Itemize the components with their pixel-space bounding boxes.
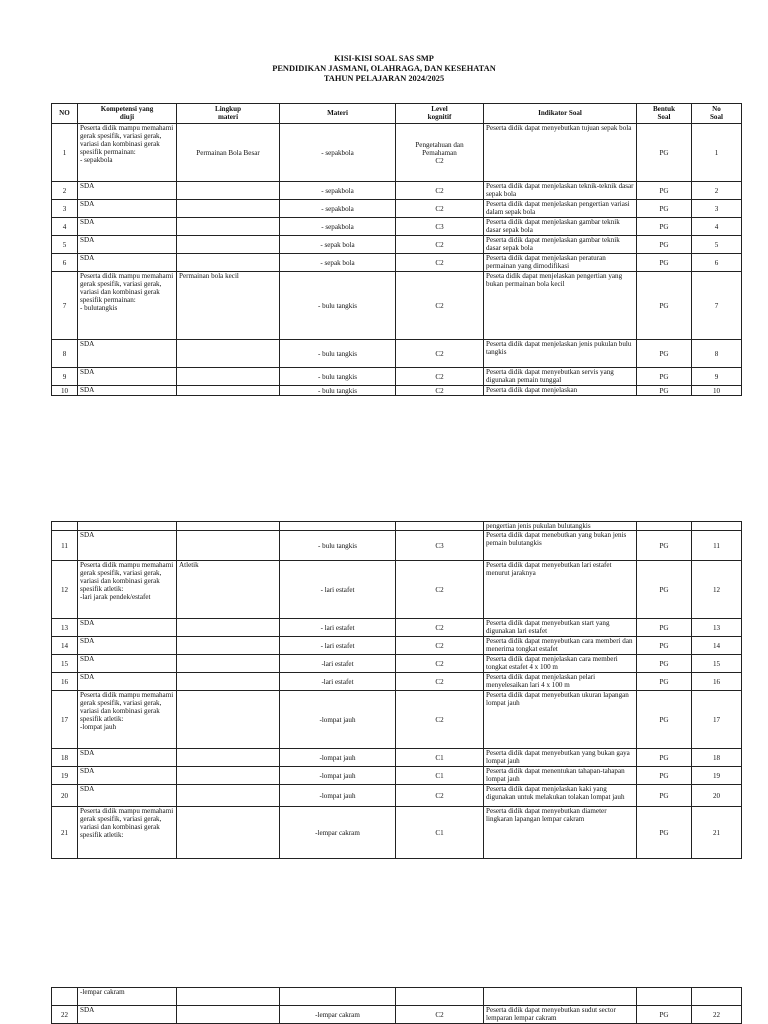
cell-no-soal: 5 — [692, 236, 742, 254]
cell-materi: - sepakbola — [280, 200, 396, 218]
cell-lingkup — [177, 182, 280, 200]
cell-indikator: Peserta didik dapat menyebutkan cara memberi dan menerima tongkat estafet — [484, 637, 637, 655]
cell-no-soal: 4 — [692, 218, 742, 236]
cell-bentuk: PG — [637, 254, 692, 272]
header-kompetensi: Kompetensi yang diuji — [78, 104, 177, 124]
cell-no: 18 — [52, 749, 78, 767]
cell-no: 12 — [52, 561, 78, 619]
kisi-kisi-table-page-3 — [51, 987, 742, 1024]
header-no: NO — [52, 104, 78, 124]
header-no-soal: No Soal — [692, 104, 742, 124]
cell-no: 22 — [52, 1006, 78, 1024]
cell-no-soal: 10 — [692, 386, 742, 396]
cell-kompetensi: SDA — [78, 619, 177, 637]
cell-lingkup: Permainan Bola Besar — [177, 124, 280, 182]
cell-level: C2 — [396, 655, 484, 673]
cell-lingkup: Atletik — [177, 561, 280, 619]
cell-indikator: Peserta didik dapat menjelaskan kaki yang digunakan untuk melakukan tolakan lompat jauh — [484, 785, 637, 807]
cell-lingkup — [177, 254, 280, 272]
cell-level: C3 — [396, 531, 484, 561]
cell-materi: -lompat jauh — [280, 691, 396, 749]
table-row — [52, 655, 742, 673]
cell-materi: - sepak bola — [280, 254, 396, 272]
cell-no-soal: 14 — [692, 637, 742, 655]
cell-bentuk: PG — [637, 182, 692, 200]
cell-bentuk: PG — [637, 368, 692, 386]
cell-indikator: Peserta didik dapat menebutkan yang bukan jenis pemain bulutangkis — [484, 531, 637, 561]
cell-lingkup — [177, 218, 280, 236]
cell-kompetensi: SDA — [78, 182, 177, 200]
cell-lingkup — [177, 807, 280, 859]
cell-materi: - lari estafet — [280, 619, 396, 637]
table-row — [52, 124, 742, 182]
cell-bentuk: PG — [637, 785, 692, 807]
cell-indikator: Peserta didik dapat menyebutkan tujuan sepak bola — [484, 124, 637, 182]
cell-no-soal: 7 — [692, 272, 742, 340]
cell-bentuk: PG — [637, 386, 692, 396]
header-bentuk: Bentuk Soal — [637, 104, 692, 124]
cell-bentuk: PG — [637, 691, 692, 749]
cell-level: C1 — [396, 767, 484, 785]
cell-materi: - sepakbola — [280, 218, 396, 236]
document-title — [0, 54, 768, 83]
cell-materi: - sepak bola — [280, 236, 396, 254]
cell-bentuk: PG — [637, 637, 692, 655]
cell-kompetensi: SDA — [78, 767, 177, 785]
cell-lingkup — [177, 785, 280, 807]
cell-level: C1 — [396, 807, 484, 859]
cell-materi: - bulu tangkis — [280, 272, 396, 340]
cell-indikator: Peseta didik dapat menjelaskan pengertian yang bukan permainan bola kecil — [484, 272, 637, 340]
table-row — [52, 340, 742, 368]
table-row — [52, 1006, 742, 1024]
cell-no-soal: 8 — [692, 340, 742, 368]
cell-indikator: Peserta didik dapat menjelaskan teknik-teknik dasar sepak bola — [484, 182, 637, 200]
cell-level: C2 — [396, 561, 484, 619]
cell-materi: - bulu tangkis — [280, 340, 396, 368]
cell-no: 14 — [52, 637, 78, 655]
cell-indikator: Peserta didik dapat menjelaskan pengertian variasi dalam sepak bola — [484, 200, 637, 218]
cell-kompetensi: Peserta didik mampu memahami gerak spesifik, variasi gerak, variasi dan kombinasi gerak spesifik permainan: - bulutangkis — [78, 272, 177, 340]
table-row-continuation — [52, 522, 742, 531]
cell-lingkup — [177, 236, 280, 254]
cell-kompetensi: Peserta didik mampu memahami gerak spesifik, variasi gerak, variasi dan kombinasi gerak spesifik atletik: -lompat jauh — [78, 691, 177, 749]
cell-lingkup — [177, 619, 280, 637]
cell-level: Pengetahuan dan Pemahaman C2 — [396, 124, 484, 182]
cell-no-soal: 21 — [692, 807, 742, 859]
cell-materi: - sepakbola — [280, 182, 396, 200]
cell-no: 9 — [52, 368, 78, 386]
cell-no-soal: 3 — [692, 200, 742, 218]
cell-materi: -lari estafet — [280, 673, 396, 691]
cell-materi: -lompat jauh — [280, 749, 396, 767]
cell-kompetensi: Peserta didik mampu memahami gerak spesifik, variasi gerak, variasi dan kombinasi gerak spesifik atletik: -lari jarak pendek/estafet — [78, 561, 177, 619]
cell-lingkup — [177, 531, 280, 561]
cell-kompetensi: SDA — [78, 386, 177, 396]
cell-materi: - bulu tangkis — [280, 368, 396, 386]
cell-bentuk: PG — [637, 124, 692, 182]
cell-no: 13 — [52, 619, 78, 637]
cell-kompetensi: SDA — [78, 749, 177, 767]
cell-lingkup — [177, 691, 280, 749]
cell-indikator: Peserta didik dapat menyebutkan sudut sector lemparan lempar cakram — [484, 1006, 637, 1024]
cell-indikator: Peserta didik dapat menentukan tahapan-tahapan lompat jauh — [484, 767, 637, 785]
kisi-kisi-table-page-1 — [51, 103, 742, 396]
cell-level: C2 — [396, 619, 484, 637]
cell-lingkup — [177, 655, 280, 673]
table-row — [52, 200, 742, 218]
cell-no: 19 — [52, 767, 78, 785]
cell-kompetensi: SDA — [78, 340, 177, 368]
cell-kompetensi: SDA — [78, 655, 177, 673]
table-row — [52, 619, 742, 637]
cell-materi: - sepakbola — [280, 124, 396, 182]
table-row — [52, 767, 742, 785]
cell-materi: -lempar cakram — [280, 1006, 396, 1024]
cell-no: 6 — [52, 254, 78, 272]
cell-lingkup — [177, 200, 280, 218]
cell-no-soal: 11 — [692, 531, 742, 561]
cell-level: C2 — [396, 236, 484, 254]
cell-no-soal: 17 — [692, 691, 742, 749]
cell-no: 11 — [52, 531, 78, 561]
cell-no-soal: 15 — [692, 655, 742, 673]
title-line-2: PENDIDIKAN JASMANI, OLAHRAGA, DAN KESEHATAN — [272, 63, 496, 73]
cell-no-soal: 6 — [692, 254, 742, 272]
table-row — [52, 218, 742, 236]
cell-indikator: Peserta didik dapat menjelaskan pelari menyelesaikan lari 4 x 100 m — [484, 673, 637, 691]
cell-bentuk: PG — [637, 749, 692, 767]
cell-lingkup — [177, 1006, 280, 1024]
table-body-page-2 — [52, 522, 742, 859]
cell-no-soal: 18 — [692, 749, 742, 767]
table-row — [52, 236, 742, 254]
cell-kompetensi: SDA — [78, 673, 177, 691]
cell-no: 21 — [52, 807, 78, 859]
cell-level: C2 — [396, 386, 484, 396]
cell-bentuk: PG — [637, 340, 692, 368]
cell-bentuk: PG — [637, 531, 692, 561]
cell-bentuk: PG — [637, 767, 692, 785]
table-row — [52, 254, 742, 272]
table-row — [52, 182, 742, 200]
cell-materi: - lari estafet — [280, 637, 396, 655]
table-row — [52, 637, 742, 655]
cell-lingkup — [177, 340, 280, 368]
cell-indikator: Peserta didik dapat menjelaskan gambar teknik dasar sepak bola — [484, 218, 637, 236]
cell-no-soal: 9 — [692, 368, 742, 386]
cell-bentuk: PG — [637, 1006, 692, 1024]
cell-no: 20 — [52, 785, 78, 807]
table-row — [52, 272, 742, 340]
cell-indikator: Peserta didik dapat menjelaskan jenis pukulan bulu tangkis — [484, 340, 637, 368]
cell-no-soal: 13 — [692, 619, 742, 637]
table-row — [52, 531, 742, 561]
header-lingkup: Lingkup materi — [177, 104, 280, 124]
cell-no: 8 — [52, 340, 78, 368]
cell-kompetensi: SDA — [78, 637, 177, 655]
cell-materi: - lari estafet — [280, 561, 396, 619]
table-row — [52, 386, 742, 396]
cell-kompetensi: SDA — [78, 531, 177, 561]
cell-materi: -lari estafet — [280, 655, 396, 673]
title-line-1: KISI-KISI SOAL SAS SMP — [334, 54, 434, 63]
cell-materi: - bulu tangkis — [280, 386, 396, 396]
cell-indikator: Peserta didik dapat menyebutkan diameter lingkaran lapangan lempar cakram — [484, 807, 637, 859]
cell-level: C3 — [396, 218, 484, 236]
cell-kompetensi: SDA — [78, 1006, 177, 1024]
cell-bentuk: PG — [637, 655, 692, 673]
cell-level: C2 — [396, 637, 484, 655]
cell-materi: - bulu tangkis — [280, 531, 396, 561]
cell-level: C1 — [396, 749, 484, 767]
cell-no: 5 — [52, 236, 78, 254]
cell-materi: -lompat jauh — [280, 767, 396, 785]
cell-no-soal: 2 — [692, 182, 742, 200]
cell-kompetensi: SDA — [78, 236, 177, 254]
header-level: Level kognitif — [396, 104, 484, 124]
header-materi: Materi — [280, 104, 396, 124]
title-line-3: TAHUN PELAJARAN 2024/2025 — [323, 73, 445, 83]
cell-level: C2 — [396, 1006, 484, 1024]
cell-kompetensi: SDA — [78, 368, 177, 386]
cell-no: 4 — [52, 218, 78, 236]
cell-bentuk: PG — [637, 807, 692, 859]
table-row — [52, 673, 742, 691]
table-body-page-1 — [52, 124, 742, 396]
cell-no: 17 — [52, 691, 78, 749]
cell-level: C2 — [396, 182, 484, 200]
table-row-continuation — [52, 988, 742, 1006]
cell-indikator: Peserta didik dapat menjelaskan — [484, 386, 637, 396]
cell-bentuk: PG — [637, 236, 692, 254]
cell-kompetensi: SDA — [78, 200, 177, 218]
cell-lingkup — [177, 368, 280, 386]
cell-kompetensi: SDA — [78, 218, 177, 236]
cell-materi: -lompat jauh — [280, 785, 396, 807]
cell-indikator: Peserta didik dapat menyebutkan start yang digunakan lari estafet — [484, 619, 637, 637]
cell-no-soal: 12 — [692, 561, 742, 619]
cell-no-soal: 20 — [692, 785, 742, 807]
table-row — [52, 785, 742, 807]
cell-no: 16 — [52, 673, 78, 691]
cell-lingkup — [177, 767, 280, 785]
cell-bentuk: PG — [637, 561, 692, 619]
cell-materi: -lempar cakram — [280, 807, 396, 859]
cell-indikator: Peserta didik dapat menyebutkan servis yang digunakan pemain tunggal — [484, 368, 637, 386]
cell-indikator: Peserta didik dapat menjelaskan gambar teknik dasar sepak bola — [484, 236, 637, 254]
cell-lingkup — [177, 749, 280, 767]
cell-kompetensi: SDA — [78, 785, 177, 807]
cell-lingkup — [177, 637, 280, 655]
cell-bentuk: PG — [637, 673, 692, 691]
table-body-page-3 — [52, 988, 742, 1024]
cell-level: C2 — [396, 200, 484, 218]
cell-level: C2 — [396, 254, 484, 272]
table-row — [52, 561, 742, 619]
cell-indikator: Peserta didik dapat menyebutkan ukuran lapangan lompat jauh — [484, 691, 637, 749]
cell-kompetensi: SDA — [78, 254, 177, 272]
cell-level: C2 — [396, 691, 484, 749]
cell-lingkup — [177, 386, 280, 396]
cell-level: C2 — [396, 785, 484, 807]
cell-no-soal: 22 — [692, 1006, 742, 1024]
cell-no-soal: 1 — [692, 124, 742, 182]
cell-lingkup — [177, 673, 280, 691]
kisi-kisi-table-page-2 — [51, 521, 742, 859]
table-row — [52, 691, 742, 749]
cell-indikator: pengertian jenis pukulan bulutangkis — [484, 522, 637, 531]
cell-kompetensi: Peserta didik mampu memahami gerak spesifik, variasi gerak, variasi dan kombinasi gerak spesifik atletik: — [78, 807, 177, 859]
cell-bentuk: PG — [637, 272, 692, 340]
cell-no: 3 — [52, 200, 78, 218]
cell-no: 2 — [52, 182, 78, 200]
cell-indikator: Peserta didik dapat menyebutkan yang bukan gaya lompat jauh — [484, 749, 637, 767]
header-indikator: Indikator Soal — [484, 104, 637, 124]
cell-bentuk: PG — [637, 200, 692, 218]
cell-no-soal: 16 — [692, 673, 742, 691]
table-header-row — [52, 104, 742, 124]
cell-level: C2 — [396, 368, 484, 386]
table-row — [52, 368, 742, 386]
cell-level: C2 — [396, 272, 484, 340]
cell-bentuk: PG — [637, 619, 692, 637]
cell-indikator: Peserta didik dapat menjelaskan cara memberi tongkat estafet 4 x 100 m — [484, 655, 637, 673]
cell-kompetensi: -lempar cakram — [78, 988, 177, 1006]
cell-no: 7 — [52, 272, 78, 340]
cell-no-soal: 19 — [692, 767, 742, 785]
cell-level: C2 — [396, 340, 484, 368]
cell-bentuk: PG — [637, 218, 692, 236]
cell-no: 15 — [52, 655, 78, 673]
table-row — [52, 749, 742, 767]
cell-lingkup: Permainan bola kecil — [177, 272, 280, 340]
cell-no: 1 — [52, 124, 78, 182]
cell-level: C2 — [396, 673, 484, 691]
cell-indikator: Peserta didik dapat menjelaskan peraturan permainan yang dimodifikasi — [484, 254, 637, 272]
cell-no: 10 — [52, 386, 78, 396]
table-row — [52, 807, 742, 859]
cell-kompetensi: Peserta didik mampu memahami gerak spesifik, variasi gerak, variasi dan kombinasi gerak spesifik permainan: - sepakbola — [78, 124, 177, 182]
cell-indikator: Peserta didik dapat menyebutkan lari estafet menurut jaraknya — [484, 561, 637, 619]
